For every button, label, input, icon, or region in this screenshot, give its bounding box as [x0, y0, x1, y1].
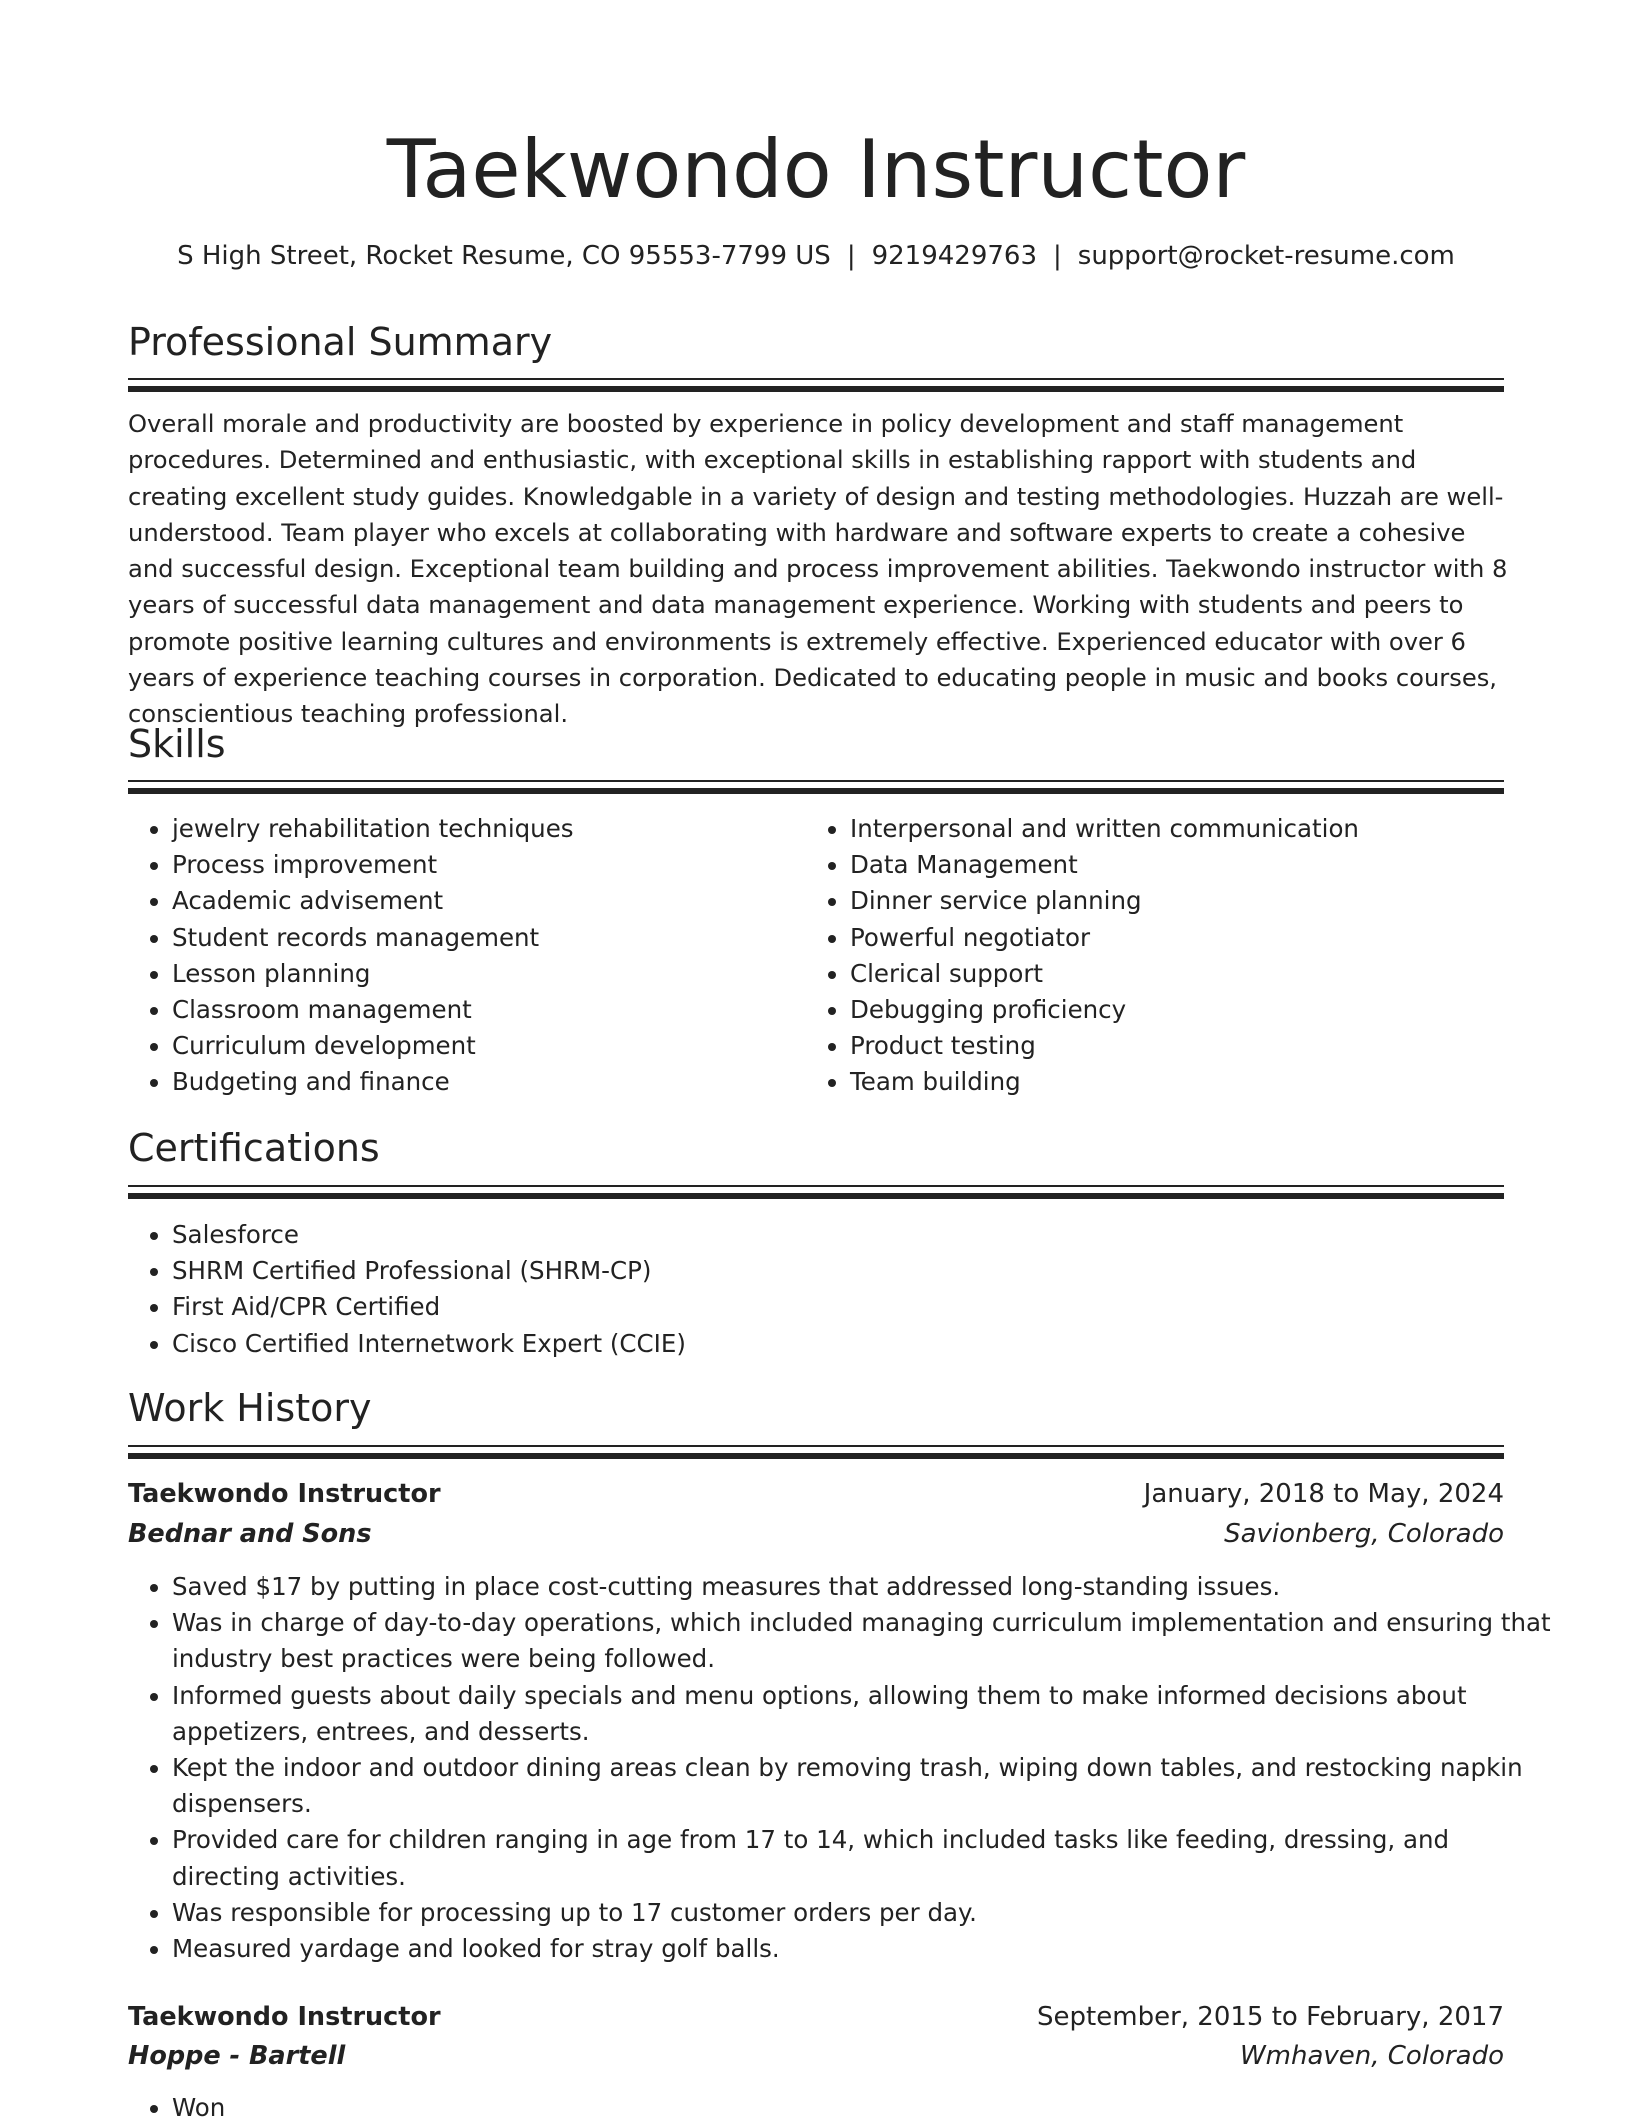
- summary-text: Overall morale and productivity are boosted by experience in policy development and staff management procedures. Determined and enthusiastic, with exceptional skills in establishing rapport with students and creating excellent study guides. Knowledgable in a variety of design and testing methodologies. Huzzah are well-understood. Team player who excels at collaborating with hardware and software experts to create a cohesive and successful design. Exceptional team building and process improvement abilities. Taekwondo instructor with 8 years of successful data management and data management experience. Working with students and peers to promote positive learning cultures and environments is extremely effective. Experienced educator with over 6 years of experience teaching courses in corporation. Dedicated to educating people in music and books courses, conscientious teaching professional.: [128, 410, 1508, 729]
- job-bullet: • Measured yardage and looked for stray golf balls.: [172, 1931, 1552, 1967]
- job-location: Savionberg, Colorado: [1224, 1519, 1504, 1549]
- job-dates: January, 2018 to May, 2024: [1143, 1479, 1504, 1509]
- skills-list-right: [806, 811, 1550, 1101]
- skill-item: • Process improvement: [172, 847, 772, 883]
- section-title-summary: Professional Summary: [128, 320, 553, 364]
- certifications-list: [128, 1217, 1552, 1362]
- section-divider: [128, 378, 1504, 389]
- job-bullet: • Was in charge of day-to-day operations, which included managing curriculum implementation and ensuring that industry best practices were being followed.: [172, 1605, 1552, 1677]
- contact-separator: |: [1053, 241, 1062, 271]
- job-bullets: [128, 2090, 1552, 2126]
- section-title-skills: Skills: [128, 722, 226, 766]
- job-bullet: • Saved $17 by putting in place cost-cutting measures that addressed long-standing issues.: [172, 1569, 1552, 1605]
- section-divider: [128, 780, 1504, 791]
- job-bullet: • Provided care for children ranging in age from 17 to 14, which included tasks like feeding, dressing, and directing activities.: [172, 1822, 1552, 1894]
- skill-item: • Budgeting and finance: [172, 1064, 772, 1100]
- skills-list-left: [128, 811, 772, 1101]
- skill-item: • Product testing: [850, 1028, 1550, 1064]
- certification-item: • First Aid/CPR Certified: [172, 1289, 1552, 1325]
- job-title: Taekwondo Instructor: [128, 2002, 441, 2032]
- skill-item: • Debugging proficiency: [850, 992, 1550, 1028]
- contact-address: S High Street, Rocket Resume, CO 95553-7799 US: [177, 241, 831, 271]
- job-bullets: [128, 1569, 1552, 1967]
- resume-name: Taekwondo Instructor: [386, 123, 1246, 216]
- skill-item: • Team building: [850, 1064, 1550, 1100]
- skill-item: • Academic advisement: [172, 883, 772, 919]
- skill-item: • Interpersonal and written communication: [850, 811, 1550, 847]
- section-divider: [128, 1185, 1504, 1196]
- job-company: Bednar and Sons: [128, 1519, 372, 1549]
- job-company: Hoppe - Bartell: [128, 2041, 346, 2071]
- job-bullet: • Kept the indoor and outdoor dining areas clean by removing trash, wiping down tables, and restocking napkin dispensers.: [172, 1750, 1552, 1822]
- certification-item: • Cisco Certified Internetwork Expert (CCIE): [172, 1326, 1552, 1362]
- job-bullet: • Informed guests about daily specials and menu options, allowing them to make informed decisions about appetizers, entrees, and desserts.: [172, 1678, 1552, 1750]
- job-dates: September, 2015 to February, 2017: [1037, 2002, 1504, 2032]
- skill-item: • Clerical support: [850, 956, 1550, 992]
- skill-item: • Curriculum development: [172, 1028, 772, 1064]
- job-bullet: • Was responsible for processing up to 17 customer orders per day.: [172, 1895, 1552, 1931]
- job-location: Wmhaven, Colorado: [1239, 2041, 1504, 2071]
- skill-item: • Dinner service planning: [850, 883, 1550, 919]
- skill-item: • Data Management: [850, 847, 1550, 883]
- contact-separator: |: [846, 241, 856, 271]
- skill-item: • Lesson planning: [172, 956, 772, 992]
- section-divider: [128, 1445, 1504, 1456]
- job-title: Taekwondo Instructor: [128, 1479, 441, 1509]
- certification-item: • Salesforce: [172, 1217, 1552, 1253]
- section-title-certifications: Certifications: [128, 1126, 380, 1170]
- section-title-work-history: Work History: [128, 1386, 372, 1430]
- skill-item: • Student records management: [172, 920, 772, 956]
- skill-item: • Classroom management: [172, 992, 772, 1028]
- contact-line: [0, 238, 1632, 274]
- certification-item: • SHRM Certified Professional (SHRM-CP): [172, 1253, 1552, 1289]
- contact-phone: 9219429763: [871, 241, 1038, 271]
- job-bullet: • Won: [172, 2090, 1552, 2126]
- skill-item: • Powerful negotiator: [850, 920, 1550, 956]
- skill-item: • jewelry rehabilitation techniques: [172, 811, 772, 847]
- contact-email: support@rocket-resume.com: [1077, 241, 1455, 271]
